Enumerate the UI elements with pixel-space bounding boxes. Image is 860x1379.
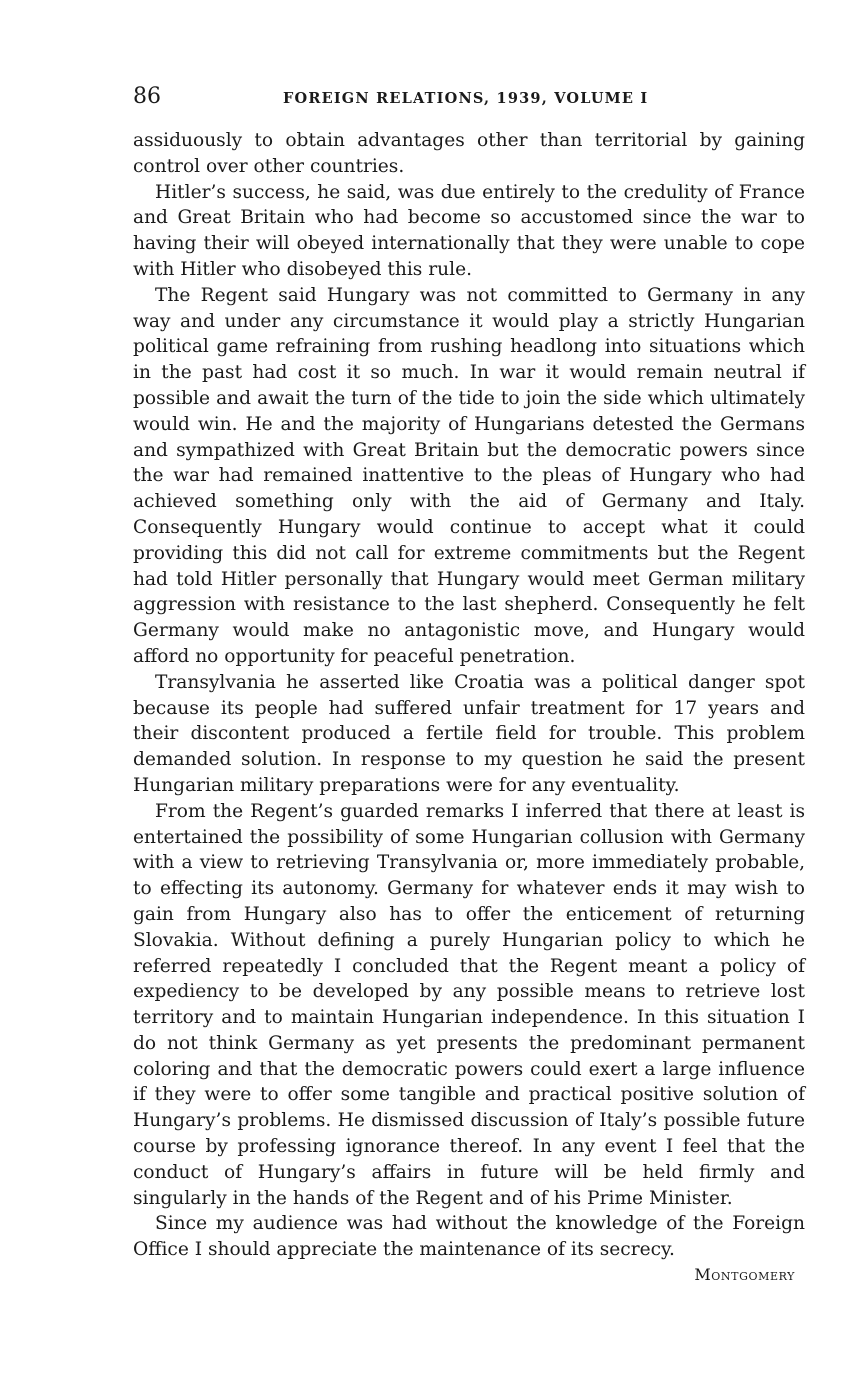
document-page (133, 84, 805, 1284)
paragraph: Hitler’s success, he said, was due entirely to the credulity of France and Great Britain who had become so accustomed since the war to having their will obeyed internationally that they were unable to cope with Hitler who disobeyed this rule. (133, 181, 805, 280)
running-head-title: FOREIGN RELATIONS, 1939, VOLUME I (283, 90, 649, 107)
paragraph: The Regent said Hungary was not committed to Germany in any way and under any circumstance it would play a strictly Hungarian political game refraining from rushing headlong into situations which in the past had cost it so much. In war it would remain neutral if possible and await the turn of the tide to join the side which ultimately would win. He and the majority of Hungarians detested the Germans and sympathized with Great Britain but the democratic powers since the war had remained inattentive to the pleas of Hungary who had achieved something only with the aid of Germany and Italy. Consequently Hungary would continue to accept what it could providing this did not call for extreme commitments but the Regent had told Hitler personally that Hungary would meet German military aggression with resistance to the last shepherd. Consequently he felt Germany would make no antagonistic move, and Hungary would afford no opportunity for peaceful penetration. (133, 284, 805, 667)
paragraph-continuation: assiduously to obtain advantages other than territorial by gaining control over other countries. (133, 130, 805, 177)
page-number: 86 (133, 84, 161, 109)
paragraph: Since my audience was had without the knowledge of the Foreign Office I should appreciate the maintenance of its secrecy. (133, 1213, 805, 1261)
running-head (133, 84, 805, 118)
signature: Montgomery (694, 1265, 795, 1285)
paragraph: Transylvania he asserted like Croatia was a political danger spot because its people had suffered unfair treatment for 17 years and their discontent produced a fertile field for trouble. This problem demanded solution. In response to my question he said the present Hungarian military preparations were for any eventuality. (133, 671, 805, 796)
body-text (133, 128, 805, 1263)
paragraph: From the Regent’s guarded remarks I inferred that there at least is entertained the possibility of some Hungarian collusion with Germany with a view to retrieving Transylvania or, more immediately probable, to effecting its autonomy. Germany for whatever ends it may wish to gain from Hungary also has to offer the enticement of returning Slovakia. Without defining a purely Hungarian policy to which he referred repeatedly I concluded that the Regent meant a policy of expediency to be developed by any possible means to retrieve lost territory and to maintain Hungarian independence. In this situation I do not think Germany as yet presents the predominant permanent coloring and that the democratic powers could exert a large influence if they were to offer some tangible and practical positive solution of Hungary’s problems. He dismissed discussion of Italy’s possible future course by professing ignorance thereof. In any event I feel that the conduct of Hungary’s affairs in future will be held firmly and singularly in the hands of the Regent and of his Prime Minister. (133, 800, 805, 1209)
